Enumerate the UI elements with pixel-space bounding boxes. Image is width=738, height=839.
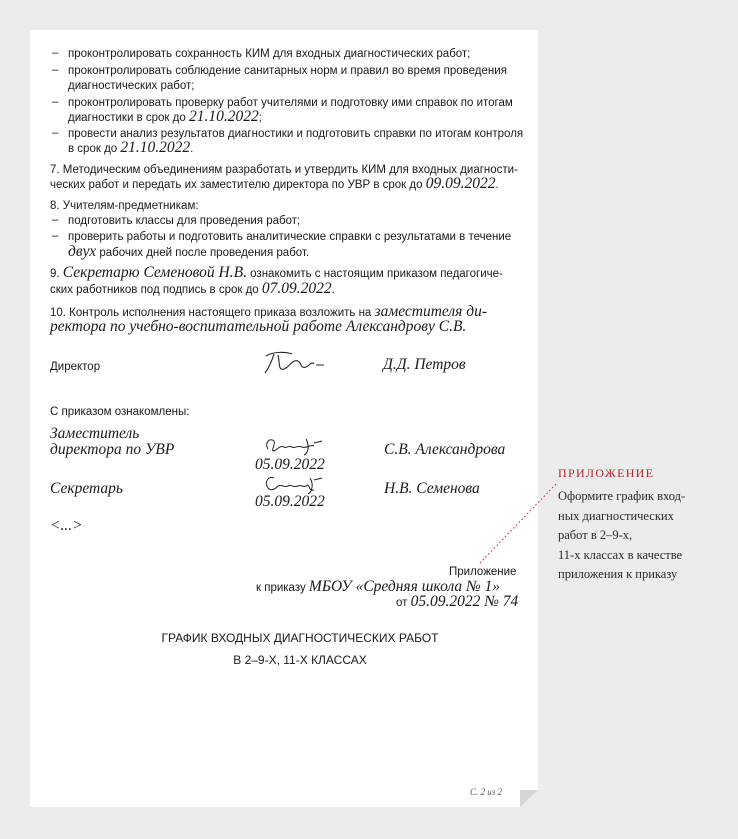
acquainted-label: С приказом ознакомлены:	[50, 406, 190, 418]
handwritten-date: 09.09.2022	[425, 175, 496, 192]
paragraph-7-continuation: ческих работ и передать их заместителю директора по УВР в срок до 09.09.2022.	[50, 175, 499, 192]
director-name: Д.Д. Петров	[383, 356, 466, 373]
handwritten-date: 05.09.2022 № 74	[410, 593, 519, 610]
paragraph-9: 9. Секретарю Семеновой Н.В. ознакомить с настоящим приказом педагогиче-	[50, 264, 503, 281]
page-fold-corner	[520, 790, 538, 807]
side-note-line: приложения к приказу	[558, 567, 678, 581]
deputy-signature	[262, 435, 326, 457]
list-item-continuation: диагностики в срок до 21.10.2022;	[68, 108, 262, 125]
handwritten-text: заместителя ди-	[374, 303, 487, 320]
handwritten-text: МБОУ «Средняя школа № 1»	[308, 578, 501, 595]
list-item: провести анализ результатов диагностики и подготовить справки по итогам контроля	[68, 128, 524, 140]
side-note-line: Оформите график вход-	[558, 489, 686, 503]
appendix-order-ref: к приказу МБОУ «Средняя школа № 1»	[256, 578, 501, 595]
appendix-label: Приложение	[449, 566, 517, 578]
bullet-dash: –	[52, 214, 59, 226]
deputy-role: Заместитель	[50, 425, 140, 442]
deputy-name: С.В. Александрова	[384, 441, 506, 458]
handwritten-date: 07.09.2022	[261, 280, 332, 297]
paragraph-8: 8. Учителям-предметникам:	[50, 200, 199, 212]
handwritten-date: 21.10.2022	[188, 108, 259, 125]
list-item: проверить работы и подготовить аналитические справки с результатами в течение	[68, 231, 512, 243]
director-label: Директор	[50, 361, 101, 373]
bullet-dash: –	[52, 127, 59, 139]
secretary-role: Секретарь	[50, 480, 123, 497]
page-number: С. 2 из 2	[470, 787, 503, 797]
paragraph-9-continuation: ских работников под подпись в срок до 07.09.2022.	[50, 280, 335, 297]
secretary-date: 05.09.2022	[255, 493, 325, 510]
bullet-dash: –	[52, 230, 59, 242]
appendix-order-date: от 05.09.2022 № 74	[396, 593, 519, 610]
list-item: проконтролировать сохранность КИМ для входных диагностических работ;	[68, 48, 471, 60]
schedule-subtitle: В 2–9-Х, 11-Х КЛАССАХ	[233, 653, 367, 667]
deputy-date: 05.09.2022	[255, 456, 325, 473]
list-item: подготовить классы для проведения работ;	[68, 215, 301, 227]
side-note-line: работ в 2–9-х,	[558, 528, 633, 542]
paragraph-10: 10. Контроль исполнения настоящего приказа возложить на заместителя ди-	[50, 303, 487, 320]
handwritten-text: Секретарю Семеновой Н.В.	[62, 264, 247, 281]
bullet-dash: –	[52, 47, 59, 59]
deputy-role-line2: директора по УВР	[50, 441, 175, 458]
paragraph-7: 7. Методическим объединениям разработать и утвердить КИМ для входных диагности-	[50, 164, 518, 176]
schedule-title: ГРАФИК ВХОДНЫХ ДИАГНОСТИЧЕСКИХ РАБОТ	[161, 631, 439, 645]
side-note-line: 11-х классах в качестве	[558, 547, 683, 562]
bullet-dash: –	[52, 64, 59, 76]
list-item-continuation: двух рабочих дней после проведения работ.	[68, 243, 310, 260]
omission-mark: <...>	[50, 517, 83, 534]
list-item: проконтролировать проверку работ учителями и подготовку ими справок по итогам	[68, 97, 513, 109]
handwritten-text: двух	[68, 243, 97, 260]
list-item-continuation: в срок до 21.10.2022.	[68, 139, 194, 156]
bullet-dash: –	[52, 96, 59, 108]
secretary-name: Н.В. Семенова	[384, 480, 480, 497]
handwritten-date: 21.10.2022	[120, 139, 191, 156]
list-item-continuation: диагностических работ;	[68, 80, 195, 92]
side-note-line: ных диагностических	[558, 508, 674, 523]
list-item: проконтролировать соблюдение санитарных норм и правил во время проведения	[68, 65, 507, 77]
paragraph-10-continuation: ректора по учебно-воспитательной работе Александрову С.В.	[50, 318, 467, 335]
side-note-body	[558, 487, 685, 585]
director-signature	[262, 349, 328, 377]
side-note-title: ПРИЛОЖЕНИЕ	[558, 466, 655, 480]
